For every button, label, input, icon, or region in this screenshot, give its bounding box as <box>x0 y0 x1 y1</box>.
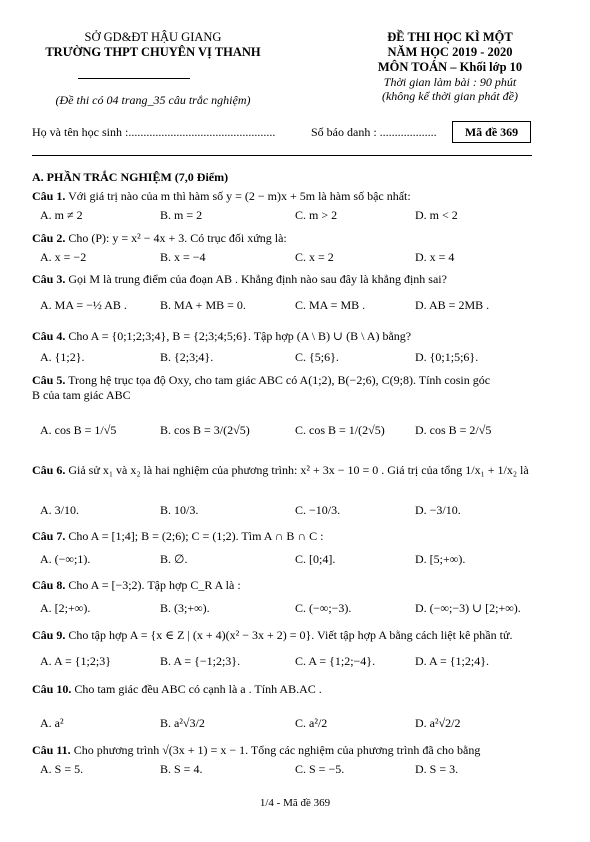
answer-9a: A. A = {1;2;3} <box>40 654 111 668</box>
question-text: Cho tam giác đều ABC có cạnh là a . Tính AB.AC . <box>74 682 322 696</box>
answer-1b: B. m = 2 <box>160 208 203 222</box>
answer-3c: C. MA = MB . <box>295 298 366 312</box>
answer-6c: C. −10/3. <box>295 503 341 517</box>
answer-2b: B. x = −4 <box>160 250 206 264</box>
question-text: Cho tập hợp A = {x ∈ Z | (x + 4)(x² − 3x + 2) = 0}. Viết tập hợp A bằng cách liệt kê phần tử. <box>68 628 513 642</box>
answer-3d: D. AB = 2MB . <box>415 298 490 312</box>
answer-9b: B. A = {−1;2;3}. <box>160 654 241 668</box>
answer-5b: B. cos B = 3/(2√5) <box>160 423 250 437</box>
answer-6a: A. 3/10. <box>40 503 79 517</box>
question-7 <box>32 529 562 544</box>
answer-4a: A. {1;2}. <box>40 350 85 364</box>
question-number: Câu 11. <box>32 743 71 757</box>
question-11 <box>32 743 562 758</box>
header-divider <box>78 78 190 79</box>
question-text: Giả sử x₁ và x₂ là hai nghiệm của phương trình: x² + 3x − 10 = 0 . Giá trị của tổng 1/x₁ + 1/x₂ là <box>68 463 529 477</box>
time-limit: Thời gian làm bài : 90 phút <box>383 75 517 89</box>
answer-2d: D. x = 4 <box>415 250 455 264</box>
question-number: Câu 8. <box>32 578 66 592</box>
header-left <box>38 30 268 60</box>
answer-4b: B. {2;3;4}. <box>160 350 214 364</box>
question-9 <box>32 628 562 643</box>
question-2 <box>32 231 562 246</box>
answer-3b: B. MA + MB = 0. <box>160 298 246 312</box>
answer-1d: D. m < 2 <box>415 208 458 222</box>
section-title: A. PHẦN TRẮC NGHIỆM (7,0 Điểm) <box>32 170 229 184</box>
question-6 <box>32 463 562 478</box>
question-text-cont: B của tam giác ABC <box>32 388 131 402</box>
question-text: Với giá trị nào của m thì hàm số y = (2 − m)x + 5m là hàm số bậc nhất: <box>68 189 411 203</box>
answer-8c: C. (−∞;−3). <box>295 601 352 615</box>
question-text: Cho phương trình √(3x + 1) = x − 1. Tổng các nghiệm của phương trình đã cho bằng <box>73 743 481 757</box>
question-10 <box>32 682 562 697</box>
answer-11b: B. S = 4. <box>160 762 203 776</box>
answer-11c: C. S = −5. <box>295 762 345 776</box>
answer-5a: A. cos B = 1/√5 <box>40 423 117 437</box>
question-5 <box>32 373 562 403</box>
student-name-label: Họ và tên học sinh :................................................. <box>32 125 276 139</box>
school-name: TRƯỜNG THPT CHUYÊN VỊ THANH <box>45 45 261 59</box>
question-8 <box>32 578 562 593</box>
answer-11d: D. S = 3. <box>415 762 459 776</box>
header-right <box>340 30 560 103</box>
answer-2a: A. x = −2 <box>40 250 87 264</box>
question-text: Cho (P): y = x² − 4x + 3. Có trục đối xứng là: <box>68 231 287 245</box>
question-number: Câu 3. <box>32 272 66 286</box>
question-text: Gọi M là trung điểm của đoạn AB . Khẳng định nào sau đây là khẳng định sai? <box>68 272 447 286</box>
answer-4c: C. {5;6}. <box>295 350 339 364</box>
answer-8a: A. [2;+∞). <box>40 601 91 615</box>
student-id-label: Số báo danh : ................... <box>311 125 437 139</box>
question-3 <box>32 272 562 287</box>
question-number: Câu 4. <box>32 329 66 343</box>
question-number: Câu 10. <box>32 682 72 696</box>
subject: MÔN TOÁN – Khối lớp 10 <box>377 60 523 74</box>
question-text: Trong hệ trục tọa độ Oxy, cho tam giác ABC có A(1;2), B(−2;6), C(9;8). Tính cosin góc <box>68 373 491 387</box>
answer-10b: B. a²√3/2 <box>160 716 205 730</box>
answer-7c: C. [0;4]. <box>295 552 336 566</box>
answer-8d: D. (−∞;−3) ∪ [2;+∞). <box>415 601 521 615</box>
question-number: Câu 5. <box>32 373 66 387</box>
answer-1a: A. m ≠ 2 <box>40 208 83 222</box>
answer-1c: C. m > 2 <box>295 208 338 222</box>
question-number: Câu 7. <box>32 529 66 543</box>
question-text: Cho A = [−3;2). Tập hợp C_R A là : <box>68 578 241 592</box>
student-divider <box>32 155 532 156</box>
question-number: Câu 1. <box>32 189 66 203</box>
question-number: Câu 6. <box>32 463 66 477</box>
answer-6d: D. −3/10. <box>415 503 461 517</box>
answer-10c: C. a²/2 <box>295 716 328 730</box>
page-footer: 1/4 - Mã đề 369 <box>259 797 331 809</box>
answer-7d: D. [5;+∞). <box>415 552 466 566</box>
answer-6b: B. 10/3. <box>160 503 199 517</box>
answer-10a: A. a² <box>40 716 64 730</box>
answer-7b: B. ∅. <box>160 552 188 566</box>
answer-8b: B. (3;+∞). <box>160 601 210 615</box>
answer-3a: A. MA = −½ AB . <box>40 298 127 312</box>
exam-note: (Đề thi có 04 trang_35 câu trắc nghiệm) <box>55 93 251 107</box>
answer-4d: D. {0;1;5;6}. <box>415 350 479 364</box>
answer-5c: C. cos B = 1/(2√5) <box>295 423 385 437</box>
time-note: (không kể thời gian phát đề) <box>381 89 519 103</box>
answer-5d: D. cos B = 2/√5 <box>415 423 492 437</box>
dept-name: SỞ GD&ĐT HẬU GIANG <box>84 30 222 44</box>
exam-code-box: Mã đề 369 <box>452 121 531 143</box>
question-1 <box>32 189 562 204</box>
answer-2c: C. x = 2 <box>295 250 334 264</box>
answer-10d: D. a²√2/2 <box>415 716 461 730</box>
answer-9d: D. A = {1;2;4}. <box>415 654 489 668</box>
school-year: NĂM HỌC 2019 - 2020 <box>387 45 513 59</box>
question-number: Câu 9. <box>32 628 66 642</box>
answer-11a: A. S = 5. <box>40 762 84 776</box>
question-text: Cho A = {0;1;2;3;4}, B = {2;3;4;5;6}. Tập hợp (A \ B) ∪ (B \ A) bằng? <box>68 329 412 343</box>
exam-title: ĐỀ THI HỌC KÌ MỘT <box>387 30 513 44</box>
question-4 <box>32 329 562 344</box>
answer-7a: A. (−∞;1). <box>40 552 91 566</box>
question-text: Cho A = [1;4]; B = (2;6); C = (1;2). Tìm A ∩ B ∩ C : <box>68 529 324 543</box>
question-number: Câu 2. <box>32 231 66 245</box>
answer-9c: C. A = {1;2;−4}. <box>295 654 376 668</box>
